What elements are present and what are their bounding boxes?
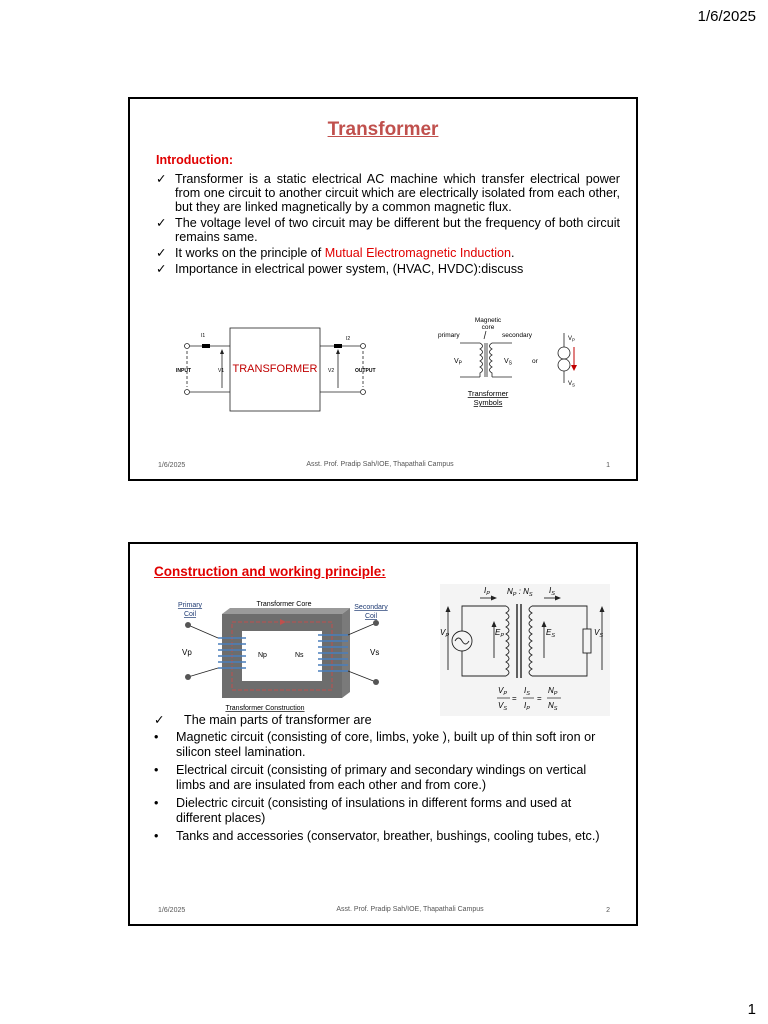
item-text: Electrical circuit (consisting of primary and secondary windings on vertical limbs and are insulated from each other and from core.) [176,763,587,792]
eq-sign-2: = [537,694,542,703]
vs-label: Vs [370,648,380,657]
bullet-text: Transformer is a static electrical AC machine which transfer electrical power from one circuit to another circuit which are electrically isolated from each other, but they are linked magnetically by a common magnetic flux. [175,172,620,214]
list-item [156,262,620,276]
check-icon: ✓ [156,216,167,230]
input-label: INPUT [176,368,191,374]
voltage-label-v1: V1 [218,368,225,374]
vp-label-2: $V_P$ [568,336,576,343]
bullet-icon: • [154,796,159,810]
check-icon: ✓ [154,713,165,727]
check-icon: ✓ [156,172,167,186]
transformer-circuit-diagram [440,584,610,716]
symbols-caption-1: Transformer [467,389,509,398]
primary-label: primary [438,332,460,339]
footer-date: 1/6/2025 [158,907,186,914]
list-intro [152,713,618,728]
bullet-text: Importance in electrical power system, (HVAC, HVDC):discuss [175,262,524,276]
slide-title: Transformer [327,119,439,140]
bullet-icon: • [154,829,159,843]
vs-label: $V_S$ [594,628,604,639]
eq-ip: $I_P$ [524,701,530,712]
slide-number: 1 [606,462,610,469]
bullet-text: It works on the principle of [175,246,325,260]
voltage-label-v2: V2 [328,368,335,374]
ip-label: $I_P$ [484,586,490,597]
page-number: 1 [747,1001,756,1018]
bullet-text: . [511,246,515,260]
transformer-construction-diagram [170,598,400,714]
or-label: or [532,358,538,365]
footer-author: Asst. Prof. Pradip Sah/IOE, Thapathali Campus [336,906,484,913]
vp-label: Vp [182,648,192,657]
symbols-caption-2: Symbols [473,398,503,407]
np-label: Np [258,652,267,659]
eq-vs: $V_S$ [498,701,508,712]
bullet-icon: • [154,763,159,777]
vs-label-2: $V_S$ [568,381,576,388]
transformer-symbols [428,313,598,413]
eq-is: $I_S$ [524,686,530,697]
slide-number: 2 [606,907,610,914]
core-label: core [481,324,495,331]
eq-vp: $V_P$ [498,686,508,697]
list-item [152,730,618,760]
footer-author: Asst. Prof. Pradip Sah/IOE, Thapathali Campus [306,461,454,468]
current-label-i1: I1 [201,333,206,339]
check-icon: ✓ [156,246,167,260]
eq-sign-1: = [512,694,517,703]
ep-label: $E_P$ [495,628,505,639]
bullet-list [156,172,620,278]
vp-label: $V_P$ [440,628,450,639]
list-item [152,763,618,793]
bullet-icon: • [154,730,159,744]
secondary-coil-label: Secondary [354,604,388,611]
slide-1 [128,97,638,481]
item-text: Dielectric circuit (consisting of insulations in different forms and used at different places) [176,796,572,825]
slide-title: Construction and working principle: [154,564,386,579]
list-item [152,796,618,826]
list-item [152,829,618,844]
primary-coil-label-2: Coil [183,611,197,618]
construction-caption: Transformer Construction [225,705,305,712]
ns-label: Ns [295,652,304,659]
turns-ratio-label: $N_P$ : $N_S$ [507,587,533,598]
parts-list [152,713,618,847]
vs-label: $V_S$ [504,358,513,367]
es-label: $E_S$ [546,628,556,639]
list-item [156,246,620,260]
intro-text: The main parts of transformer are [184,713,372,727]
footer-date: 1/6/2025 [158,462,186,469]
item-text: Magnetic circuit (consisting of core, limbs, yoke ), built up of thin soft iron or silicon steel lamination. [176,730,596,759]
is-label: $I_S$ [549,586,555,597]
eq-ns: $N_S$ [548,701,558,712]
highlight-text: Mutual Electromagnetic Induction [324,246,512,260]
vp-label: $V_P$ [454,358,463,367]
page-date: 1/6/2025 [697,8,756,25]
output-label: OUTPUT [355,368,376,374]
current-label-i2: I2 [346,336,351,342]
transformer-box-label: TRANSFORMER [232,363,318,375]
core-label: Transformer Core [256,601,312,608]
secondary-label: secondary [502,332,532,339]
slide-2 [128,542,638,926]
item-text: Tanks and accessories (conservator, breather, bushings, cooling tubes, etc.) [176,829,600,843]
list-item [156,172,620,214]
secondary-coil-label-2: Coil [364,613,378,620]
transformer-block-diagram [170,323,385,418]
section-heading: Introduction: [156,153,234,167]
list-item [156,216,620,244]
bullet-text: The voltage level of two circuit may be different but the frequency of both circuit remains same. [175,216,620,244]
primary-coil-label: Primary [177,602,203,609]
magnetic-label: Magnetic [474,317,502,324]
eq-np: $N_P$ [548,686,558,697]
check-icon: ✓ [156,262,167,276]
